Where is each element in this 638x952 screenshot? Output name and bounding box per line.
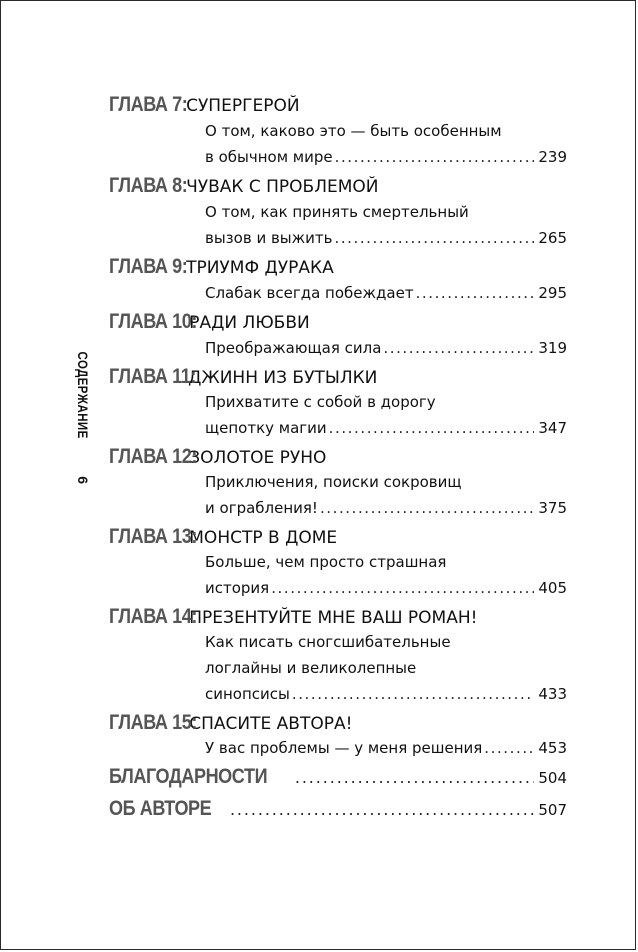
dot-leader: [329, 419, 535, 437]
dot-leader: [320, 499, 534, 517]
toc-page-number: 265: [538, 229, 567, 247]
toc-page-number: 375: [538, 499, 567, 517]
toc-chapter-14-heading: [109, 605, 567, 635]
dot-leader: [335, 229, 535, 247]
toc-entry-line: история . . . 405: [205, 579, 567, 605]
section-label: ОБ АВТОРЕ: [109, 797, 212, 820]
toc-entry-line: О том, как принять смертельный: [205, 203, 469, 221]
chapter-title: СПАСИТЕ АВТОРА!: [189, 714, 353, 734]
chapter-title: ТРИУМФ ДУРАКА: [186, 258, 334, 278]
chapter-label: ГЛАВА 15:: [109, 711, 197, 734]
chapter-label: ГЛАВА 12:: [109, 445, 197, 468]
toc-page-number: 405: [538, 579, 567, 597]
toc-entry-line: Слабак всегда побеждает . . . 295: [205, 284, 567, 310]
chapter-title: ПРЕЗЕНТУЙТЕ МНЕ ВАШ РОМАН!: [189, 608, 478, 628]
chapter-title: РАДИ ЛЮБВИ: [189, 313, 310, 333]
toc-page-number: 295: [538, 284, 567, 302]
toc-entry-line: У вас проблемы — у меня решения . . . 453: [205, 739, 567, 765]
chapter-title: СУПЕРГЕРОЙ: [186, 96, 300, 116]
toc-chapter-8-heading: [109, 174, 567, 204]
toc-entry-line: Приключения, поиски сокровищ: [205, 473, 462, 491]
toc-entry-line: Больше, чем просто страшная: [205, 553, 447, 571]
toc-entry-line: О том, каково это — быть особенным: [205, 122, 502, 140]
chapter-title: ЗОЛОТОЕ РУНО: [189, 448, 327, 468]
toc-chapter-7-heading: [109, 93, 567, 123]
dot-leader: [230, 800, 534, 819]
chapter-label: ГЛАВА 11:: [109, 365, 196, 388]
chapter-label: ГЛАВА 8:: [109, 174, 188, 197]
toc-entry-line: Преображающая сила . . . 319: [205, 339, 567, 365]
toc-chapter-15-heading: [109, 711, 567, 741]
dot-leader: [484, 739, 534, 757]
toc-chapter-11-heading: [109, 365, 567, 395]
toc-page-number: 507: [538, 801, 567, 819]
dot-leader: [335, 148, 535, 166]
chapter-title: ЧУВАК С ПРОБЛЕМОЙ: [186, 177, 379, 197]
chapter-title: МОНСТР В ДОМЕ: [189, 528, 338, 548]
dot-leader: [416, 284, 535, 302]
toc-page-number: 453: [538, 739, 567, 757]
page-number: 6: [75, 476, 91, 485]
toc-chapter-10-heading: [109, 310, 567, 340]
toc-entry-line: Как писать сногсшибательные: [205, 633, 451, 651]
running-header-title: СОДЕРЖАНИЕ: [75, 351, 91, 439]
toc-page-number: 319: [538, 339, 567, 357]
toc-entry-line: и ограбления! . . . 375: [205, 499, 567, 525]
toc-chapter-9-heading: [109, 255, 567, 285]
chapter-title: ДЖИНН ИЗ БУТЫЛКИ: [188, 368, 378, 388]
toc-about-author: [109, 797, 567, 827]
section-label: БЛАГОДАРНОСТИ: [109, 765, 268, 788]
table-of-contents: [109, 1, 567, 950]
toc-page-number: 347: [538, 419, 567, 437]
chapter-label: ГЛАВА 7:: [109, 93, 188, 116]
toc-chapter-12-heading: [109, 445, 567, 475]
toc-entry-line: щепотку магии . . . 347: [205, 419, 567, 445]
toc-chapter-13-heading: [109, 525, 567, 555]
chapter-label: ГЛАВА 9:: [109, 255, 188, 278]
toc-page-number: 504: [538, 769, 567, 787]
toc-page-number: 239: [538, 148, 567, 166]
toc-entry-line: логлайны и великолепные: [205, 659, 417, 677]
chapter-label: ГЛАВА 14:: [109, 605, 197, 628]
toc-entry-line: в обычном мире . . . 239: [205, 148, 567, 174]
dot-leader: [292, 685, 534, 703]
chapter-label: ГЛАВА 13:: [109, 525, 197, 548]
dot-leader: [271, 579, 534, 597]
dot-leader: [383, 339, 534, 357]
toc-entry-line: Прихватите с собой в дорогу: [205, 393, 436, 411]
chapter-label: ГЛАВА 10:: [109, 310, 197, 333]
toc-page-number: 433: [538, 685, 567, 703]
toc-acknowledgements: [109, 765, 567, 795]
toc-entry-line: синопсисы . . . 433: [205, 685, 567, 711]
toc-entry-line: вызов и выжить . . . 265: [205, 229, 567, 255]
dot-leader: [295, 768, 535, 787]
